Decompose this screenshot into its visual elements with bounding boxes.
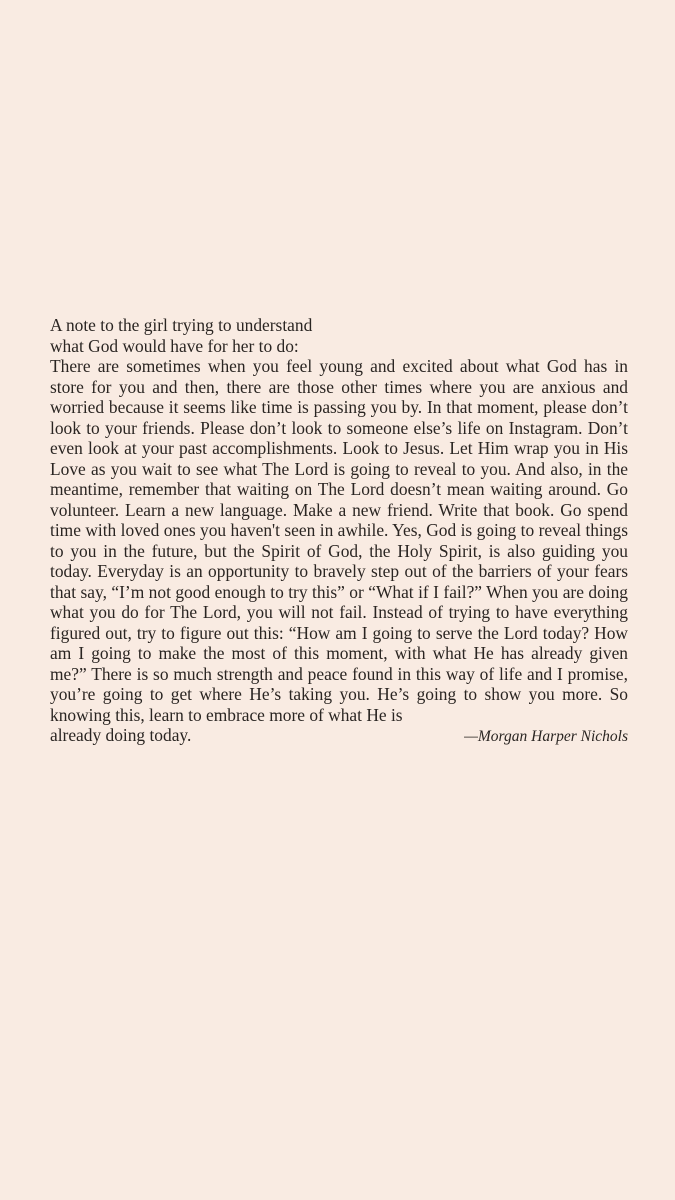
body-text: There are sometimes when you feel young and excited about what God has in store for you and then, there are those other times where you are anxious and worried because it seems like time is passing you by. In that moment, please don’t look to your friends. Please don’t look to someone else’s life on Instagram. Don’t even look at your past accomplishments. Look to Jesus. Let Him wrap you in His Love as you wait to see what The Lord is going to reveal to you. And also, in the meantime, remember that waiting on The Lord doesn’t mean waiting around. Go volunteer. Learn a new language. Make a new friend. Write that book. Go spend time with loved ones you haven't seen in awhile. Yes, God is going to reveal things to you in the future, but the Spirit of God, the Holy Spirit, is also guiding you today. Everyday is an opportunity to bravely step out of the barriers of your fears that say, “I’m not good enough to try this” or “What if I fail?” When you are doing what you do for The Lord, you will not fail. Instead of trying to have everything figured out, try to figure out this: “How am I going to serve the Lord today? How am I going to make the most of this moment, with what He has already given me?” There is so much strength and peace found in this way of life and I promise, you’re going to get where He’s taking you. He’s going to show you more. So knowing this, learn to embrace more of what He is bbox=[50, 356, 628, 725]
quote-block bbox=[50, 315, 628, 748]
closing-row bbox=[50, 725, 628, 748]
closing-line: already doing today. bbox=[50, 725, 192, 745]
heading-line-2: what God would have for her to do: bbox=[50, 335, 299, 356]
attribution: —Morgan Harper Nichols bbox=[464, 728, 628, 745]
heading-line-1: A note to the girl trying to understand bbox=[50, 315, 313, 335]
